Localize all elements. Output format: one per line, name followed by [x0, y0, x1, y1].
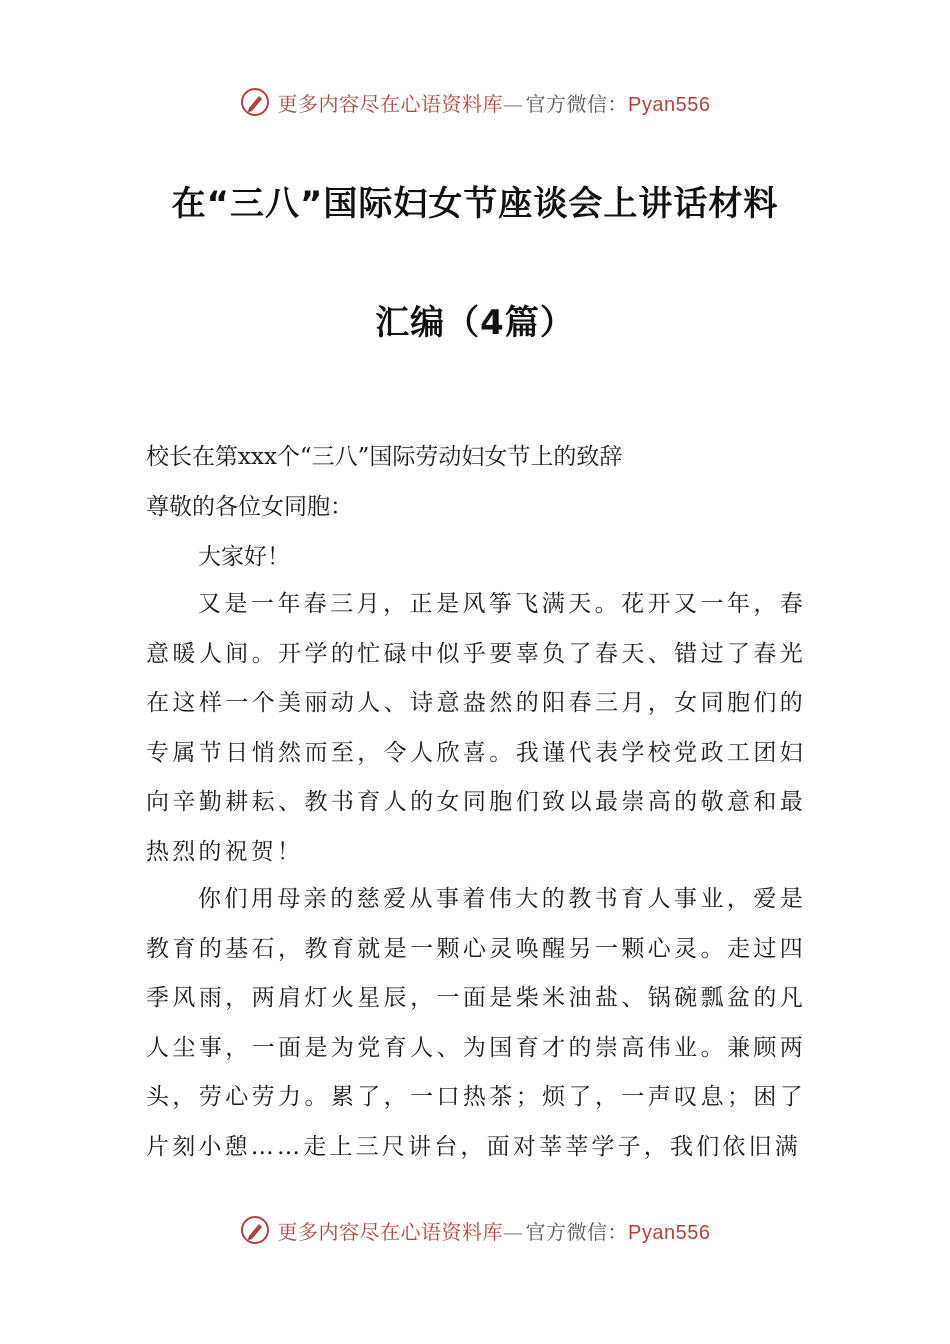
- watermark-brand: 更多内容尽在心语资料库: [277, 1219, 504, 1244]
- watermark-brand: 更多内容尽在心语资料库: [277, 91, 504, 116]
- watermark-text: [278, 1216, 711, 1245]
- salutation: 尊敬的各位女同胞：: [146, 494, 353, 520]
- pen-logo-icon: [240, 87, 270, 117]
- greeting: 大家好！: [198, 544, 290, 570]
- watermark-wechat-id: Pyan556: [628, 93, 711, 116]
- watermark-text: [278, 88, 711, 117]
- watermark-wechat-id: Pyan556: [628, 1221, 711, 1244]
- document-title-line2: 汇编（4篇）: [375, 303, 575, 343]
- watermark-banner-top: [0, 80, 950, 124]
- watermark-separator: —: [503, 91, 524, 116]
- paragraph-1: 又是一年春三月，正是风筝飞满天。花开又一年，春意暖人间。开学的忙碌中似乎要辜负了春天、错过了春光在这样一个美丽动人、诗意盎然的阳春三月，女同胞们的专属节日悄然而至，令人欣喜。我谨代表学校党政工团妇向辛勤耕耘、教书育人的女同胞们致以最崇高的敬意和最热烈的祝贺！: [146, 591, 806, 865]
- speech-subtitle: 校长在第xxx个“三八”国际劳动妇女节上的致辞: [146, 444, 623, 470]
- watermark-banner-bottom: [0, 1208, 950, 1252]
- document-title-line1: 在“三八”国际妇女节座谈会上讲话材料: [171, 184, 779, 224]
- watermark-wechat-label: 官方微信：: [525, 1219, 629, 1244]
- paragraph-2: 你们用母亲的慈爱从事着伟大的教书育人事业，爱是教育的基石，教育就是一颗心灵唤醒另一颗心灵。走过四季风雨，两肩灯火星辰，一面是柴米油盐、锅碗瓢盆的凡人尘事，一面是为党育人、为国育才的崇高伟业。兼顾两头，劳心劳力。累了，一口热茶；烦了，一声叹息；困了片刻小憩……走上三尺讲台，面对莘莘学子，我们依旧满: [146, 886, 806, 1160]
- watermark-separator: —: [503, 1219, 524, 1244]
- watermark-wechat-label: 官方微信：: [525, 91, 629, 116]
- pen-logo-icon: [240, 1215, 270, 1245]
